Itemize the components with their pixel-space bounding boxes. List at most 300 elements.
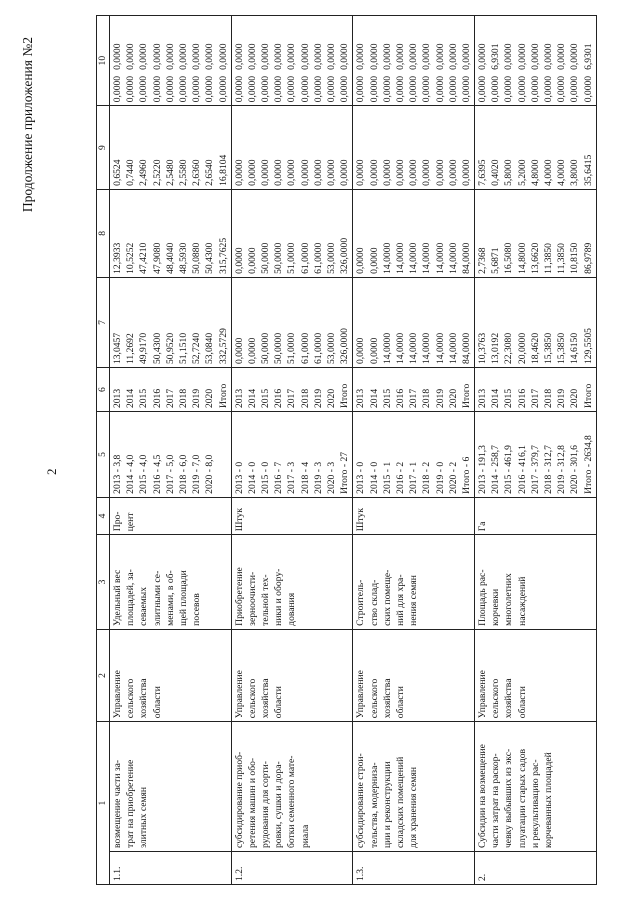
- other-sources-line: 0,00000,0000: [217, 43, 229, 103]
- regional-budget-line: 0,0000: [355, 247, 367, 274]
- target-values-line: 2015 - 461,9: [503, 445, 515, 494]
- target-values-line: Итого - 2634,8: [582, 435, 594, 494]
- total-funding-line: 11,2692: [125, 333, 137, 365]
- federal-budget-line: 0,0000: [326, 159, 337, 186]
- total-funding-line: 14,0000: [447, 332, 459, 365]
- other-sources-line: 0,00000,0000: [164, 43, 176, 103]
- federal-budget-line: 2,5480: [164, 159, 176, 186]
- table-row: [231, 16, 353, 885]
- other-sources-line: 0,00006,9301: [490, 43, 502, 103]
- regional-budget-line: 14,0000: [408, 242, 420, 274]
- federal-budget-cell: [475, 106, 597, 190]
- federal-budget-line: 0,0000: [312, 159, 324, 186]
- executor-line: сельского: [246, 678, 258, 719]
- other-sources-cell: [110, 16, 232, 106]
- row-code-cell: 1.2.: [231, 852, 353, 885]
- other-sources-line: 0,00000,0000: [477, 43, 489, 103]
- regional-budget-line: 50,4300: [204, 242, 216, 274]
- executor-line: сельского: [368, 678, 380, 719]
- federal-budget-cell: [353, 106, 475, 190]
- years-line: 2016: [394, 388, 406, 409]
- target-values-line: 2018 - 6,0: [177, 454, 189, 494]
- header-cell-8: 8: [97, 189, 110, 277]
- target-values-line: 2019 - 0: [434, 461, 446, 494]
- target-values-cell: [110, 412, 232, 498]
- other-sources-2-value: 0,0000: [164, 43, 176, 70]
- regional-budget-line: 86,9789: [582, 242, 594, 274]
- unit-cell: [475, 497, 597, 534]
- measure-name-line: и рекультивацию рас-: [529, 759, 541, 849]
- federal-budget-line: 4,0000: [543, 159, 554, 186]
- program-table: [96, 15, 597, 885]
- other-sources-cell: [353, 16, 475, 106]
- regional-budget-line: 5,6871: [490, 247, 502, 274]
- regional-budget-line: 315,7625: [217, 237, 229, 274]
- regional-budget-line: 11,3850: [543, 243, 554, 274]
- header-row: [97, 16, 110, 885]
- target-values-line: 2015 - 4,0: [138, 454, 150, 494]
- regional-budget-line: 12,3933: [112, 242, 123, 274]
- federal-budget-line: 0,0000: [394, 159, 406, 186]
- other-sources-line: 0,00000,0000: [355, 43, 367, 103]
- years-line: 2020: [326, 388, 337, 409]
- years-line: 2016: [273, 388, 285, 409]
- target-values-line: 2017 - 3: [286, 461, 298, 494]
- years-line: 2017: [529, 388, 541, 409]
- years-line: 2013: [233, 388, 245, 409]
- header-cell-4: 4: [97, 497, 110, 534]
- other-sources-line: 0,00000,0000: [312, 43, 324, 103]
- other-sources-line: 0,00000,0000: [569, 43, 581, 103]
- regional-budget-line: 50,0000: [260, 242, 272, 274]
- other-sources-line: 0,00000,0000: [434, 43, 446, 103]
- regional-budget-line: 50,0000: [273, 242, 285, 274]
- measure-name-cell: [353, 722, 475, 852]
- years-line: 2013: [477, 388, 489, 409]
- indicator-line: Строитель-: [355, 579, 367, 626]
- executor-line: сельского: [125, 678, 137, 719]
- years-line: 2020: [447, 388, 459, 409]
- unit-line: Га: [477, 521, 489, 532]
- federal-budget-line: 0,0000: [408, 159, 420, 186]
- regional-budget-cell: [231, 189, 353, 277]
- target-values-line: 2016 - 7: [273, 461, 285, 494]
- total-funding-line: 0,0000: [368, 337, 380, 365]
- table-row: [110, 16, 232, 885]
- federal-budget-cell: [110, 106, 232, 190]
- indicator-line: Удельный вес: [112, 569, 123, 626]
- indicator-line: ских помеще-: [381, 569, 393, 626]
- executor-line: хозяйства: [138, 678, 150, 719]
- years-line: 2014: [246, 388, 258, 409]
- years-cell: [231, 368, 353, 412]
- total-funding-line: 0,0000: [233, 337, 245, 365]
- federal-budget-line: 0,0000: [286, 159, 298, 186]
- regional-budget-line: 10,8150: [569, 242, 581, 274]
- other-sources-2-value: 0,0000: [394, 43, 406, 70]
- years-line: 2017: [164, 388, 176, 409]
- executor-line: Управление: [112, 670, 123, 719]
- regional-budget-line: 61,0000: [299, 242, 311, 274]
- total-funding-line: 61,0000: [312, 332, 324, 365]
- other-sources-2-value: 0,0000: [556, 43, 568, 70]
- other-sources-2-value: 0,0000: [125, 43, 137, 70]
- federal-budget-line: 0,0000: [339, 159, 351, 186]
- measure-name-line: элитных семян: [138, 786, 150, 849]
- unit-line: цент: [125, 512, 137, 532]
- total-funding-line: 22,3080: [503, 332, 515, 365]
- target-values-line: 2017 - 1: [408, 461, 420, 494]
- years-cell: [353, 368, 475, 412]
- other-sources-2-value: 6,9301: [490, 43, 502, 70]
- header-cell-5: 5: [97, 412, 110, 498]
- other-sources-2-value: 0,0000: [381, 43, 393, 70]
- target-values-line: 2016 - 2: [394, 461, 406, 494]
- total-funding-line: 129,5505: [582, 328, 594, 365]
- total-funding-line: 14,0000: [394, 332, 406, 365]
- total-funding-cell: [353, 277, 475, 367]
- other-sources-2-value: 0,0000: [408, 43, 420, 70]
- measure-name-line: ретения машин и обо-: [246, 757, 258, 849]
- indicator-line: насаждений: [516, 576, 528, 626]
- measure-name-line: Субсидии на возмещение: [477, 744, 489, 849]
- measure-name-cell: [110, 722, 232, 852]
- years-line: 2013: [112, 388, 123, 409]
- years-line: 2018: [177, 388, 189, 409]
- target-values-cell: [475, 412, 597, 498]
- federal-budget-line: 0,0000: [260, 159, 272, 186]
- measure-name-line: субсидирование строи-: [355, 753, 367, 849]
- total-funding-line: 49,9170: [138, 332, 150, 365]
- years-line: 2019: [434, 388, 446, 409]
- continuation-label: Продолжение приложения №2: [20, 37, 35, 213]
- unit-line: Штук: [355, 508, 367, 532]
- other-sources-line: 0,00000,0000: [408, 43, 420, 103]
- other-sources-2-value: 0,0000: [569, 43, 581, 70]
- executor-cell: [231, 629, 353, 721]
- federal-budget-line: 3,8000: [569, 159, 581, 186]
- unit-cell: [231, 497, 353, 534]
- other-sources-2-value: 0,0000: [112, 43, 123, 70]
- measure-name-line: корчеванных площадей: [543, 752, 554, 849]
- total-funding-line: 50,4300: [151, 332, 163, 365]
- other-sources-line: 0,00000,0000: [138, 43, 150, 103]
- measure-name-cell: [475, 722, 597, 852]
- other-sources-2-value: 0,0000: [312, 43, 324, 70]
- header-cell-10: 10: [97, 16, 110, 106]
- measure-name-line: субсидирование приоб-: [233, 751, 245, 849]
- other-sources-line: 0,00000,0000: [460, 43, 472, 103]
- target-values-line: 2017 - 379,7: [529, 445, 541, 494]
- other-sources-2-value: 0,0000: [339, 43, 351, 70]
- target-values-line: 2018 - 312,7: [543, 445, 554, 494]
- other-sources-line: 0,00000,0000: [125, 43, 137, 103]
- target-values-line: 2013 - 0: [233, 461, 245, 494]
- federal-budget-line: 2,6540: [204, 159, 216, 186]
- regional-budget-cell: [110, 189, 232, 277]
- measure-name-line: чевку выбывших из экс-: [503, 748, 515, 849]
- executor-line: Управление: [477, 670, 489, 719]
- regional-budget-line: 14,0000: [394, 242, 406, 274]
- row-code-cell: 1.1.: [110, 852, 232, 885]
- table-row: [353, 16, 475, 885]
- executor-line: хозяйства: [260, 678, 272, 719]
- years-line: 2016: [516, 388, 528, 409]
- indicator-line: ники и обору-: [273, 568, 285, 626]
- regional-budget-line: 61,0000: [312, 242, 324, 274]
- executor-cell: [110, 629, 232, 721]
- measure-name-line: рудования для сорти-: [260, 761, 272, 849]
- target-values-line: 2020 - 8,0: [204, 454, 216, 494]
- measure-name-line: ции и реконструкции: [381, 761, 393, 849]
- regional-budget-line: 51,0000: [286, 242, 298, 274]
- regional-budget-line: 47,4210: [138, 242, 150, 274]
- regional-budget-line: 0,0000: [233, 247, 245, 274]
- federal-budget-line: 0,6524: [112, 159, 123, 186]
- other-sources-line: 0,00000,0000: [233, 43, 245, 103]
- rotated-landscape-content: [8, 7, 632, 895]
- federal-budget-line: 0,0000: [246, 159, 258, 186]
- total-funding-line: 10,3763: [477, 332, 489, 365]
- other-sources-2-value: 0,0000: [516, 43, 528, 70]
- regional-budget-line: 14,0000: [381, 242, 393, 274]
- total-funding-line: 53,0000: [326, 332, 337, 365]
- federal-budget-line: 0,0000: [381, 159, 393, 186]
- other-sources-cell: [475, 16, 597, 106]
- total-funding-cell: [475, 277, 597, 367]
- total-funding-line: 326,0000: [339, 328, 351, 365]
- target-values-line: 2015 - 1: [381, 461, 393, 494]
- total-funding-line: 14,0000: [434, 332, 446, 365]
- federal-budget-line: 0,0000: [447, 159, 459, 186]
- indicator-cell: [231, 535, 353, 630]
- other-sources-line: 0,00000,0000: [112, 43, 123, 103]
- executor-line: сельского: [490, 678, 502, 719]
- total-funding-line: 53,0840: [204, 332, 216, 365]
- other-sources-2-value: 0,0000: [191, 43, 203, 70]
- target-values-line: 2020 - 3: [326, 461, 337, 494]
- years-line: Итого: [582, 383, 594, 409]
- measure-name-line: риала: [299, 824, 311, 849]
- other-sources-2-value: 0,0000: [138, 43, 150, 70]
- executor-line: Управление: [233, 670, 245, 719]
- other-sources-line: 0,00000,0000: [516, 43, 528, 103]
- measure-name-line: трат на приобретение: [125, 759, 137, 849]
- executor-line: хозяйства: [381, 678, 393, 719]
- other-sources-line: 0,00000,0000: [381, 43, 393, 103]
- other-sources-2-value: 0,0000: [529, 43, 541, 70]
- federal-budget-line: 5,2000: [516, 159, 528, 186]
- years-line: 2015: [381, 388, 393, 409]
- other-sources-line: 0,00000,0000: [326, 43, 337, 103]
- total-funding-line: 20,0000: [516, 332, 528, 365]
- other-sources-2-value: 0,0000: [286, 43, 298, 70]
- regional-budget-line: 14,8000: [516, 242, 528, 274]
- other-sources-line: 0,00000,0000: [273, 43, 285, 103]
- target-values-line: 2020 - 2: [447, 461, 459, 494]
- target-values-line: 2020 - 301,6: [569, 445, 581, 494]
- measure-name-cell: [231, 722, 353, 852]
- indicator-line: посевов: [191, 593, 203, 626]
- total-funding-line: 14,0000: [381, 332, 393, 365]
- other-sources-line: 0,00000,0000: [503, 43, 515, 103]
- page-number: 2: [44, 468, 59, 475]
- other-sources-2-value: 0,0000: [273, 43, 285, 70]
- federal-budget-line: 4,8000: [529, 159, 541, 186]
- target-values-line: Итого - 6: [460, 456, 472, 494]
- federal-budget-line: 16,8104: [217, 154, 229, 186]
- target-values-line: 2017 - 5,0: [164, 454, 176, 494]
- indicator-line: элитными се-: [151, 570, 163, 626]
- other-sources-line: 0,00000,0000: [204, 43, 216, 103]
- regional-budget-line: 2,7368: [477, 247, 489, 274]
- total-funding-line: 50,0000: [260, 332, 272, 365]
- target-values-line: 2018 - 4: [299, 461, 311, 494]
- target-values-line: 2014 - 0: [368, 461, 380, 494]
- federal-budget-line: 2,5580: [177, 159, 189, 186]
- other-sources-2-value: 0,0000: [543, 43, 554, 70]
- federal-budget-line: 2,6360: [191, 159, 203, 186]
- row-code-cell: 1.3.: [353, 852, 475, 885]
- header-cell-1: 1: [97, 722, 110, 885]
- target-values-cell: [231, 412, 353, 498]
- regional-budget-line: 14,0000: [421, 242, 433, 274]
- federal-budget-line: 5,8000: [503, 159, 515, 186]
- federal-budget-line: 0,0000: [460, 159, 472, 186]
- years-line: 2017: [408, 388, 420, 409]
- executor-line: области: [516, 686, 528, 719]
- indicator-line: дования: [286, 592, 298, 626]
- total-funding-line: 14,0000: [408, 332, 420, 365]
- federal-budget-line: 2,4960: [138, 159, 150, 186]
- other-sources-line: 0,00000,0000: [191, 43, 203, 103]
- measure-name-line: тельства, модерниза-: [368, 762, 380, 849]
- target-values-line: 2019 - 3: [312, 461, 324, 494]
- other-sources-line: 0,00000,0000: [556, 43, 568, 103]
- regional-budget-line: 10,5252: [125, 242, 137, 274]
- total-funding-line: 50,9520: [164, 332, 176, 365]
- header-cell-6: 6: [97, 368, 110, 412]
- other-sources-line: 0,00000,0000: [246, 43, 258, 103]
- regional-budget-line: 48,4040: [164, 242, 176, 274]
- other-sources-line: 0,00000,0000: [286, 43, 298, 103]
- years-line: 2019: [312, 388, 324, 409]
- total-funding-line: 0,0000: [246, 337, 258, 365]
- total-funding-line: 332,5729: [217, 328, 229, 365]
- years-cell: [110, 368, 232, 412]
- target-values-line: 2013 - 3,8: [112, 454, 123, 494]
- indicator-line: щей площади: [177, 570, 189, 626]
- target-values-line: 2019 - 7,0: [191, 454, 203, 494]
- federal-budget-line: 4,0000: [556, 159, 568, 186]
- federal-budget-line: 0,0000: [355, 159, 367, 186]
- header-cell-7: 7: [97, 277, 110, 367]
- measure-name-line: части затрат на раскор-: [490, 753, 502, 849]
- regional-budget-line: 47,9080: [151, 242, 163, 274]
- indicator-line: менами, в об-: [164, 570, 176, 626]
- other-sources-2-value: 0,0000: [260, 43, 272, 70]
- regional-budget-line: 50,0880: [191, 242, 203, 274]
- federal-budget-line: 0,0000: [421, 159, 433, 186]
- regional-budget-line: 0,0000: [368, 247, 380, 274]
- federal-budget-line: 35,6415: [582, 154, 594, 186]
- years-line: 2015: [503, 388, 515, 409]
- measure-name-line: ровки, сушки и дора-: [273, 761, 285, 849]
- measure-name-line: ботки семенного мате-: [286, 755, 298, 849]
- indicator-line: площадей, за-: [125, 569, 137, 626]
- indicator-line: тельной тех-: [260, 574, 272, 626]
- years-line: 2017: [286, 388, 298, 409]
- target-values-line: 2014 - 0: [246, 461, 258, 494]
- regional-budget-line: 48,5930: [177, 242, 189, 274]
- other-sources-cell: [231, 16, 353, 106]
- indicator-cell: [475, 535, 597, 630]
- other-sources-2-value: 0,0000: [460, 43, 472, 70]
- other-sources-2-value: 0,0000: [477, 43, 489, 70]
- years-line: 2018: [299, 388, 311, 409]
- years-line: 2014: [368, 388, 380, 409]
- other-sources-2-value: 0,0000: [434, 43, 446, 70]
- federal-budget-cell: [231, 106, 353, 190]
- years-line: 2019: [556, 388, 568, 409]
- target-values-line: 2016 - 4,5: [151, 454, 163, 494]
- total-funding-line: 51,1510: [177, 332, 189, 365]
- target-values-line: 2013 - 0: [355, 461, 367, 494]
- other-sources-2-value: 0,0000: [246, 43, 258, 70]
- total-funding-line: 15,3850: [556, 332, 568, 365]
- other-sources-line: 0,00000,0000: [447, 43, 459, 103]
- years-line: 2014: [125, 388, 137, 409]
- other-sources-2-value: 0,0000: [355, 43, 367, 70]
- measure-name-line: складских помещений: [394, 756, 406, 849]
- indicator-line: зерноочисти-: [246, 571, 258, 626]
- other-sources-line: 0,00000,0000: [299, 43, 311, 103]
- total-funding-line: 84,0000: [460, 332, 472, 365]
- federal-budget-line: 2,5220: [151, 159, 163, 186]
- total-funding-line: 0,0000: [355, 337, 367, 365]
- regional-budget-line: 11,3850: [556, 243, 568, 274]
- unit-line: Про-: [112, 511, 123, 532]
- other-sources-line: 0,00000,0000: [260, 43, 272, 103]
- other-sources-line: 0,00000,0000: [543, 43, 554, 103]
- federal-budget-line: 0,4020: [490, 159, 502, 186]
- other-sources-2-value: 0,0000: [204, 43, 216, 70]
- unit-cell: [110, 497, 232, 534]
- indicator-line: многолетних: [503, 573, 515, 626]
- other-sources-2-value: 0,0000: [233, 43, 245, 70]
- regional-budget-line: 84,0000: [460, 242, 472, 274]
- measure-name-line: плуатации старых садов: [516, 748, 528, 849]
- total-funding-cell: [110, 277, 232, 367]
- total-funding-line: 14,0000: [421, 332, 433, 365]
- total-funding-line: 15,3850: [543, 332, 554, 365]
- executor-cell: [353, 629, 475, 721]
- total-funding-line: 61,0000: [299, 332, 311, 365]
- unit-cell: [353, 497, 475, 534]
- total-funding-line: 13,0192: [490, 332, 502, 365]
- executor-line: хозяйства: [503, 678, 515, 719]
- indicator-line: севаемых: [138, 586, 150, 626]
- total-funding-line: 14,6150: [569, 332, 581, 365]
- regional-budget-line: 14,0000: [447, 242, 459, 274]
- years-line: 2015: [260, 388, 272, 409]
- years-line: 2020: [569, 388, 581, 409]
- regional-budget-cell: [353, 189, 475, 277]
- header-cell-9: 9: [97, 106, 110, 190]
- other-sources-2-value: 0,0000: [368, 43, 380, 70]
- target-values-line: 2014 - 4,0: [125, 454, 137, 494]
- years-line: 2016: [151, 388, 163, 409]
